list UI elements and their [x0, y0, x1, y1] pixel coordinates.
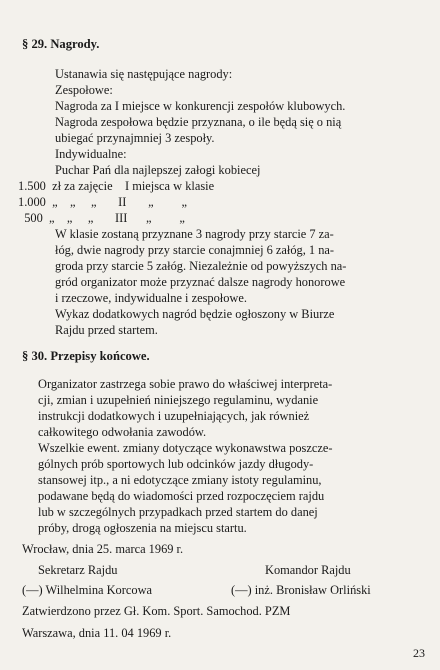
- section-29-line: łóg, dwie nagrody przy starcie conajmniej 6 załóg, 1 na-: [55, 243, 335, 257]
- commander-title: Komandor Rajdu: [265, 563, 351, 577]
- section-29-line: Wykaz dodatkowych nagród będzie ogłoszony w Biurze: [55, 307, 335, 321]
- section-29-heading: § 29. Nagrody.: [22, 37, 100, 51]
- section-29-line: W klasie zostaną przyznane 3 nagrody przy starcie 7 za-: [55, 227, 334, 241]
- section-30-line: Wszelkie ewent. zmiany dotyczące wykonawstwa poszcze-: [38, 441, 333, 455]
- section-29-line: gród organizator może przyznać dalsze nagrody honorowe: [55, 275, 346, 289]
- prize-row-2: 1.000 „ „ „ II „ „: [18, 195, 187, 209]
- approval-note: Zatwierdzono przez Gł. Kom. Sport. Samochod. PZM: [22, 604, 291, 618]
- commander-signature: (—) inż. Bronisław Orliński: [231, 583, 371, 597]
- page-number: 23: [413, 646, 425, 660]
- section-30-line: lub w szczególnych przypadkach przed startem do danej: [38, 505, 318, 519]
- section-30-line: cji, zmian i uzupełnień niniejszego regulaminu, wydanie: [38, 393, 319, 407]
- section-29-line: Indywidualne:: [55, 147, 127, 161]
- section-29-line: Zespołowe:: [55, 83, 113, 97]
- section-30-line: podawane będą do wiadomości przed rozpoczęciem rajdu: [38, 489, 325, 503]
- section-30-line: Organizator zastrzega sobie prawo do właściwej interpreta-: [38, 377, 333, 391]
- section-30-line: całkowitego odwołania zawodów.: [38, 425, 207, 439]
- section-30-line: próby, drogą ogłoszenia na miejscu startu.: [38, 521, 247, 535]
- section-29-line: Puchar Pań dla najlepszej załogi kobiecej: [55, 163, 261, 177]
- section-29-line: Nagroda zespołowa będzie przyznana, o ile będą się o nią: [55, 115, 342, 129]
- section-29-line: Nagroda za I miejsce w konkurencji zespołów klubowych.: [55, 99, 346, 113]
- section-30-line: stansowej itp., a ni edotyczące zmiany istoty regulaminu,: [38, 473, 322, 487]
- section-29-line: Ustanawia się następujące nagrody:: [55, 67, 233, 81]
- section-29-line: Rajdu przed startem.: [55, 323, 158, 337]
- section-30-line: gólnych prób sportowych lub odcinków jazdy długody-: [38, 457, 314, 471]
- section-30-line: instrukcji dodatkowych i uzupełniających, jak również: [38, 409, 310, 423]
- approval-date: Warszawa, dnia 11. 04 1969 r.: [22, 626, 172, 640]
- section-29-line: i rzeczowe, indywidualne i zespołowe.: [55, 291, 247, 305]
- prize-row-1: 1.500 zł za zajęcie I miejsca w klasie: [18, 179, 215, 193]
- section-29-line: ubiegać przynajmniej 3 zespoły.: [55, 131, 215, 145]
- section-29-line: groda przy starcie 5 załóg. Niezależnie od powyższych na-: [55, 259, 347, 273]
- place-date: Wrocław, dnia 25. marca 1969 r.: [22, 542, 184, 556]
- secretary-signature: (—) Wilhelmina Korcowa: [22, 583, 153, 597]
- secretary-title: Sekretarz Rajdu: [38, 563, 118, 577]
- section-30-heading: § 30. Przepisy końcowe.: [22, 349, 150, 363]
- prize-row-3: 500 „ „ „ III „ „: [18, 211, 185, 225]
